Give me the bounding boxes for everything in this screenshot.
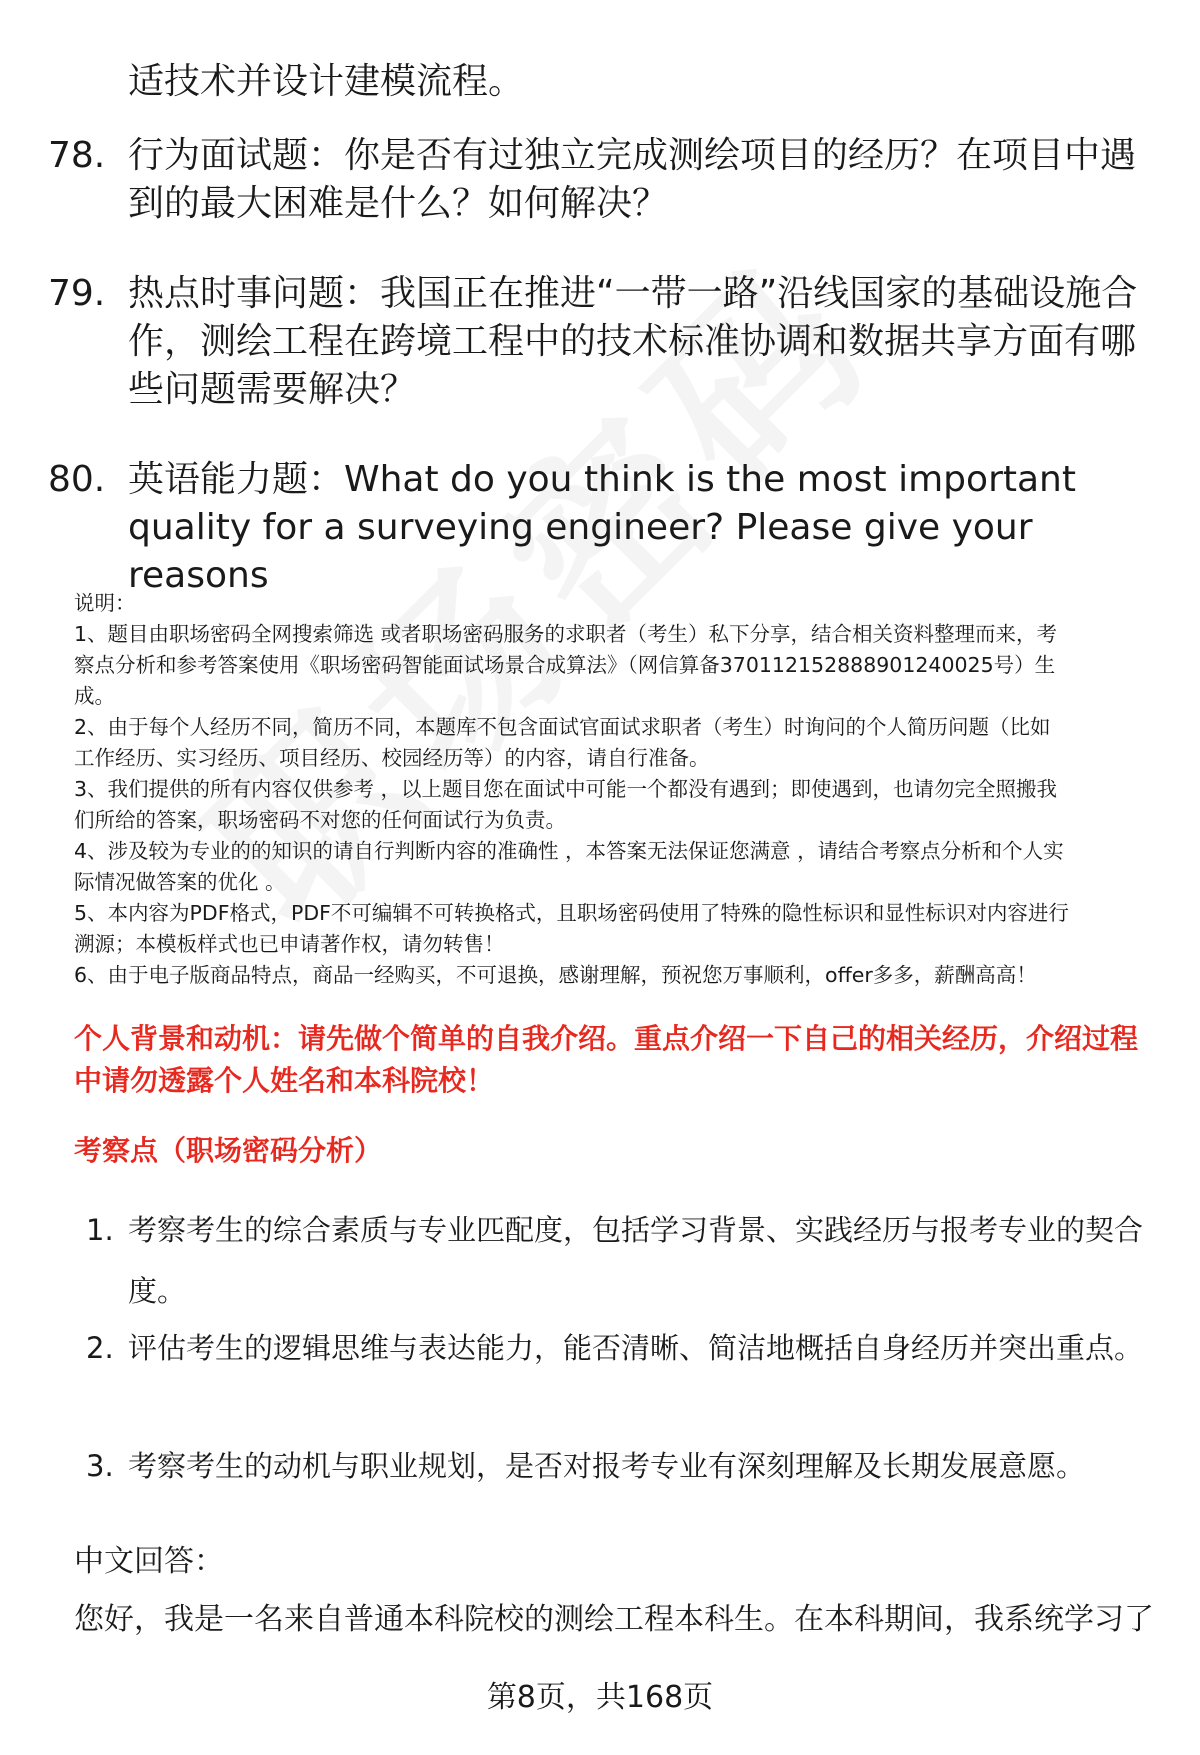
note-line: 说明：: [74, 591, 136, 615]
question-number: 80.: [48, 459, 106, 500]
question-text: 英语能力题：What do you think is the most important quality for a surveying engineer? Please give your reasons: [128, 459, 1076, 596]
note-line: 1、题目由职场密码全网搜索筛选 或者职场密码服务的求职者（考生）私下分享，结合相关资料整理而来，考: [74, 622, 1058, 646]
point-text: 考察考生的动机与职业规划，是否对报考专业有深刻理解及长期发展意愿。: [128, 1449, 1086, 1483]
point-number: 3.: [86, 1449, 114, 1483]
note-line: 成。: [74, 684, 115, 708]
note-line: 4、涉及较为专业的的知识的请自行判断内容的准确性 ，本答案无法保证您满意 ，请结合考察点分析和个人实: [74, 839, 1064, 863]
analysis-point-1: [86, 1200, 1166, 1322]
note-line: 际情况做答案的优化 。: [74, 870, 286, 894]
page-footer: 第8页，共168页: [486, 1680, 714, 1715]
answer-text: 您好，我是一名来自普通本科院校的测绘工程本科生。在本科期间，我系统学习了: [74, 1602, 1154, 1637]
note-line: 溯源；本模板样式也已申请著作权，请勿转售！: [74, 932, 505, 956]
question-78: [48, 132, 1158, 228]
note-line: 2、由于每个人经历不同，简历不同，本题库不包含面试官面试求职者（考生）时询问的个人简历问题（比如: [74, 715, 1051, 739]
answer-label: 中文回答：: [74, 1544, 224, 1579]
question-text: 热点时事问题：我国正在推进“一带一路”沿线国家的基础设施合作，测绘工程在跨境工程中的技术标准协调和数据共享方面有哪些问题需要解决？: [128, 273, 1138, 410]
note-line: 工作经历、实习经历、项目经历、校园经历等）的内容，请自行准备。: [74, 746, 710, 770]
analysis-heading: 考察点（职场密码分析）: [74, 1134, 383, 1167]
analysis-point-3: [86, 1436, 1166, 1497]
note-line: 3、我们提供的所有内容仅供参考 ，以上题目您在面试中可能一个都没有遇到；即使遇到，也请勿完全照搬我: [74, 777, 1058, 801]
question-continuation: 适技术并设计建模流程。: [128, 61, 525, 102]
point-number: 2.: [86, 1331, 114, 1365]
disclaimer-notes: [74, 588, 1164, 991]
question-text: 行为面试题：你是否有过独立完成测绘项目的经历？在项目中遇到的最大困难是什么？如何解决？: [128, 135, 1137, 224]
note-line: 6、由于电子版商品特点，商品一经购买，不可退换，感谢理解，预祝您万事顺利，offer多多，薪酬高高！: [74, 963, 1037, 987]
note-line: 察点分析和参考答案使用《职场密码智能面试场景合成算法》（网信算备370112152888901240025号）生: [74, 653, 1056, 677]
question-number: 79.: [48, 273, 106, 314]
note-line: 们所给的答案，职场密码不对您的任何面试行为负责。: [74, 808, 566, 832]
interview-question-heading: 个人背景和动机：请先做个简单的自我介绍。重点介绍一下自己的相关经历，介绍过程中请勿透露个人姓名和本科院校！: [74, 1022, 1139, 1097]
point-text: 考察考生的综合素质与专业匹配度，包括学习背景、实践经历与报考专业的契合度。: [128, 1213, 1144, 1308]
analysis-point-2: [86, 1318, 1166, 1379]
point-number: 1.: [86, 1213, 114, 1247]
note-line: 5、本内容为PDF格式，PDF不可编辑不可转换格式，且职场密码使用了特殊的隐性标识和显性标识对内容进行: [74, 901, 1069, 925]
point-text: 评估考生的逻辑思维与表达能力，能否清晰、简洁地概括自身经历并突出重点。: [128, 1331, 1144, 1365]
question-number: 78.: [48, 135, 106, 176]
question-80: [48, 456, 1158, 600]
question-79: [48, 270, 1158, 414]
